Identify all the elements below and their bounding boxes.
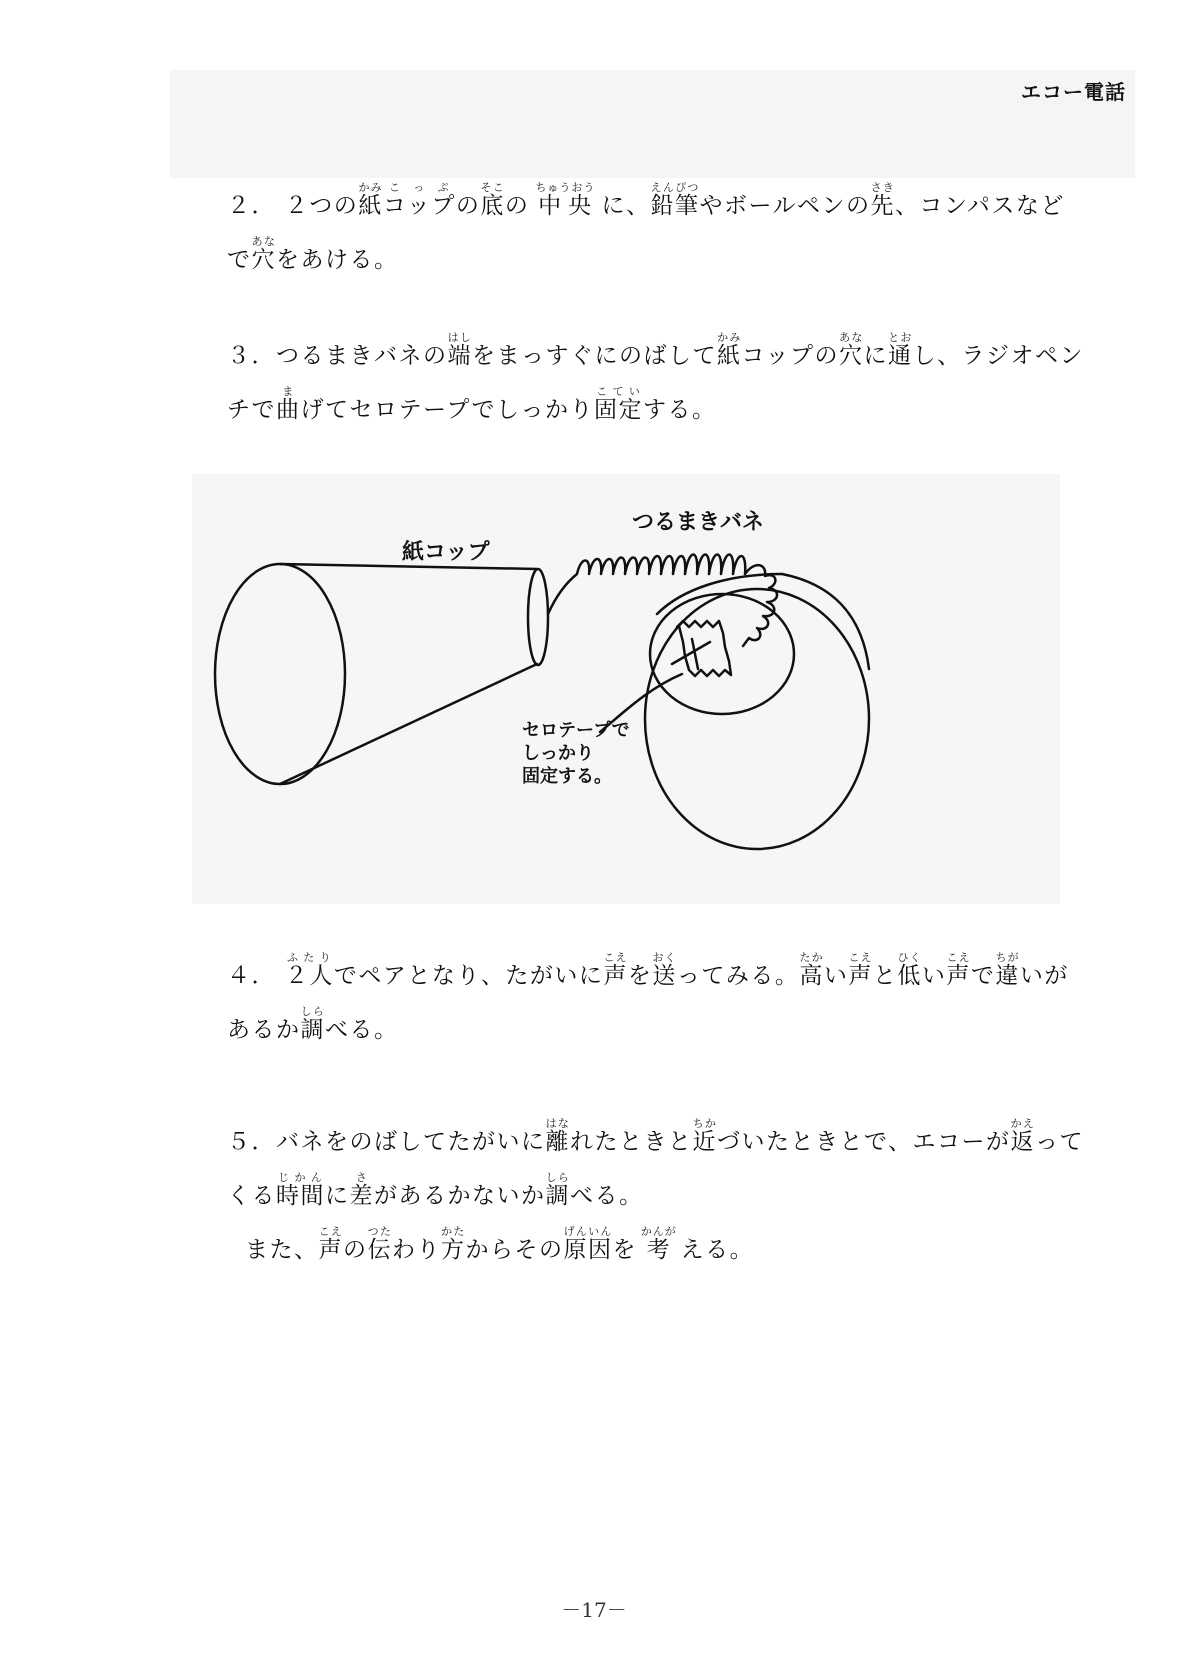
step-text: チで — [227, 397, 276, 423]
furigana-reading: ま — [276, 385, 301, 398]
step-line — [205, 942, 1069, 996]
step-line — [205, 376, 1065, 430]
step-text: ５．バネをのばしてたがいに — [227, 1129, 546, 1155]
kanji-text: 考 — [640, 1237, 677, 1263]
furigana-reading: ちが — [995, 951, 1020, 964]
furigana-word — [318, 1225, 344, 1263]
kanji-text: 紙 — [358, 193, 383, 219]
furigana-word — [284, 951, 334, 989]
left-cup-mouth — [215, 564, 345, 784]
tape-label-line-1: セロテープで — [522, 720, 630, 741]
header-band — [170, 70, 1135, 178]
kanji-text: 原因 — [563, 1237, 613, 1263]
kanji-text: 差 — [349, 1183, 374, 1209]
tape-zigzag — [677, 621, 731, 676]
step-text: ４． — [227, 963, 285, 989]
furigana-word — [276, 1171, 325, 1209]
spring-end-through-hole — [672, 642, 710, 664]
furigana-word — [1010, 1117, 1036, 1155]
kanji-text: 中央 — [535, 193, 596, 219]
kanji-text: 低 — [897, 963, 922, 989]
furigana-word — [382, 181, 456, 219]
kanji-text: 声 — [603, 963, 628, 989]
furigana-reading: ちゅうおう — [535, 181, 596, 194]
step-text: わり — [392, 1237, 441, 1263]
furigana-reading: こえ — [848, 951, 873, 964]
furigana-word — [650, 181, 700, 219]
step-text: をあける。 — [276, 247, 399, 273]
step-text: があるかないか — [374, 1183, 546, 1209]
furigana-word — [870, 181, 896, 219]
step-text: を — [627, 963, 653, 989]
furigana-word — [717, 331, 742, 369]
furigana-reading: こえ — [946, 951, 971, 964]
furigana-reading: げんいん — [563, 1225, 613, 1238]
furigana-word — [480, 181, 505, 219]
kanji-text: 端 — [447, 343, 472, 369]
furigana-reading: あな — [251, 235, 276, 248]
step-text: べる。 — [325, 1017, 399, 1043]
step-text: でペアとなり、たがいに — [333, 963, 604, 989]
furigana-reading: こえ — [318, 1225, 343, 1238]
step-text: い — [921, 963, 947, 989]
step-text: づいたときとで、エコーが — [717, 1129, 1011, 1155]
furigana-word — [358, 181, 383, 219]
step-text: に — [325, 1183, 350, 1209]
furigana-reading: こてい — [594, 385, 644, 398]
step-text: ３．つるまきバネの — [227, 343, 448, 369]
tape-label-line-2: しっかり — [522, 743, 594, 764]
furigana-reading: じかん — [276, 1171, 325, 1184]
kanji-text: 離 — [545, 1129, 570, 1155]
kanji-text: 返 — [1010, 1129, 1036, 1155]
furigana-word — [652, 951, 677, 989]
furigana-reading: とお — [888, 331, 913, 344]
furigana-word — [441, 1225, 466, 1263]
furigana-reading: しら — [300, 1005, 325, 1018]
furigana-word — [839, 331, 864, 369]
furigana-reading: さき — [870, 181, 896, 194]
kanji-text: 底 — [480, 193, 505, 219]
step-text: 、コンパスなど — [895, 193, 1065, 219]
furigana-word — [545, 1117, 571, 1155]
step-text: あるか — [227, 1017, 301, 1043]
furigana-reading: さ — [349, 1171, 374, 1184]
kanji-text: 送 — [652, 963, 677, 989]
step-text: の — [504, 193, 539, 219]
furigana-reading: ふたり — [284, 951, 334, 964]
furigana-reading: かた — [441, 1225, 466, 1238]
furigana-word — [888, 331, 913, 369]
step-text: って — [1035, 1129, 1085, 1155]
furigana-word — [848, 951, 873, 989]
page-title: エコー電話 — [1021, 80, 1126, 104]
step-line — [205, 172, 1065, 226]
furigana-word — [300, 1005, 326, 1043]
step-text: また、 — [245, 1237, 319, 1263]
kanji-text: 固定 — [594, 397, 644, 423]
kanji-text: 高 — [799, 963, 824, 989]
step-text: の — [455, 193, 481, 219]
kanji-text: コップ — [382, 193, 456, 219]
furigana-word — [946, 951, 971, 989]
step-text: える。 — [671, 1237, 755, 1263]
kanji-text: 声 — [946, 963, 971, 989]
furigana-reading: ひく — [897, 951, 922, 964]
step-text: で — [227, 247, 252, 273]
furigana-reading: かみ — [717, 331, 742, 344]
kanji-text: 紙 — [717, 343, 742, 369]
furigana-reading: あな — [839, 331, 864, 344]
step-text: に、 — [592, 193, 651, 219]
kanji-text: 穴 — [839, 343, 864, 369]
furigana-word — [799, 951, 824, 989]
step-text: で — [970, 963, 996, 989]
furigana-word — [563, 1225, 613, 1263]
furigana-word — [995, 951, 1020, 989]
left-cup-bottom — [528, 569, 548, 665]
furigana-reading: こえ — [603, 951, 628, 964]
cup-label: 紙コップ — [402, 540, 490, 565]
furigana-word — [367, 1225, 393, 1263]
page-number: －17－ — [561, 1598, 627, 1622]
kanji-text: 通 — [888, 343, 913, 369]
step-2 — [205, 172, 1065, 280]
step-text: を — [612, 1237, 646, 1263]
step-text: れたときと — [570, 1129, 693, 1155]
furigana-reading: かえ — [1010, 1117, 1036, 1130]
kanji-text: 穴 — [251, 247, 276, 273]
furigana-word — [640, 1225, 677, 1263]
kanji-text: 曲 — [276, 397, 301, 423]
step-line — [205, 1216, 1065, 1270]
step-text: げてセロテープでしっかり — [300, 397, 595, 423]
step-text: やボールペンの — [699, 193, 871, 219]
spring-label: つるまきバネ — [632, 510, 765, 535]
kanji-text: 時間 — [276, 1183, 325, 1209]
kanji-text: 声 — [318, 1237, 343, 1263]
step-text: べる。 — [570, 1183, 644, 1209]
right-cup-bottom — [650, 594, 794, 714]
step-text: い — [823, 963, 849, 989]
furigana-reading: こっぷ — [382, 181, 456, 194]
step-3 — [205, 322, 1085, 430]
kanji-text: ２人 — [284, 963, 334, 989]
step-5 — [205, 1108, 1085, 1270]
step-text: をまっすぐにのばして — [472, 343, 717, 369]
furigana-reading: はな — [545, 1117, 570, 1130]
kanji-text: 調 — [545, 1183, 570, 1209]
step-line — [205, 1108, 1085, 1162]
step-text: し、ラジオペン — [912, 343, 1085, 369]
step-text: からその — [465, 1237, 564, 1263]
kanji-text: 先 — [870, 193, 896, 219]
furigana-reading: ちか — [692, 1117, 717, 1130]
coiled-spring — [548, 555, 777, 647]
tape-label-line-3: 固定する。 — [522, 766, 612, 787]
furigana-word — [276, 385, 301, 423]
left-cup-side-bottom — [280, 664, 537, 784]
kanji-text: 調 — [300, 1017, 325, 1043]
step-text: の — [343, 1237, 368, 1263]
step-text: する。 — [643, 397, 717, 423]
furigana-reading: おく — [652, 951, 677, 964]
furigana-word — [897, 951, 922, 989]
kanji-text: 近 — [692, 1129, 717, 1155]
step-text: ってみる。 — [676, 963, 800, 989]
kanji-text: 伝 — [367, 1237, 392, 1263]
step-line — [205, 322, 1085, 376]
furigana-word — [603, 951, 628, 989]
furigana-word — [535, 181, 596, 219]
furigana-reading: えんぴつ — [650, 181, 700, 194]
step-text: くる — [227, 1183, 276, 1209]
kanji-text: 声 — [848, 963, 873, 989]
step-text: いが — [1019, 963, 1069, 989]
step-line — [205, 226, 1065, 280]
furigana-word — [545, 1171, 571, 1209]
step-text: と — [872, 963, 898, 989]
step-line — [205, 1162, 1065, 1216]
step-4 — [205, 942, 1069, 1050]
furigana-reading: つた — [367, 1225, 392, 1238]
step-text: に — [863, 343, 889, 369]
step-text: コップの — [741, 343, 840, 369]
furigana-reading: はし — [447, 331, 472, 344]
furigana-reading: しら — [545, 1171, 570, 1184]
echo-phone-illustration — [192, 474, 1060, 904]
step-line — [205, 996, 1065, 1050]
kanji-text: 違 — [995, 963, 1020, 989]
spring-end-tick — [692, 639, 698, 669]
furigana-reading: かんが — [640, 1225, 677, 1238]
furigana-word — [692, 1117, 718, 1155]
furigana-reading: そこ — [480, 181, 505, 194]
kanji-text: 方 — [441, 1237, 466, 1263]
furigana-word — [251, 235, 277, 273]
step-text: ２． ２つの — [227, 193, 359, 219]
furigana-word — [349, 1171, 375, 1209]
kanji-text: 鉛筆 — [650, 193, 700, 219]
furigana-reading: かみ — [358, 181, 383, 194]
furigana-word — [594, 385, 644, 423]
furigana-reading: たか — [799, 951, 824, 964]
furigana-word — [447, 331, 473, 369]
